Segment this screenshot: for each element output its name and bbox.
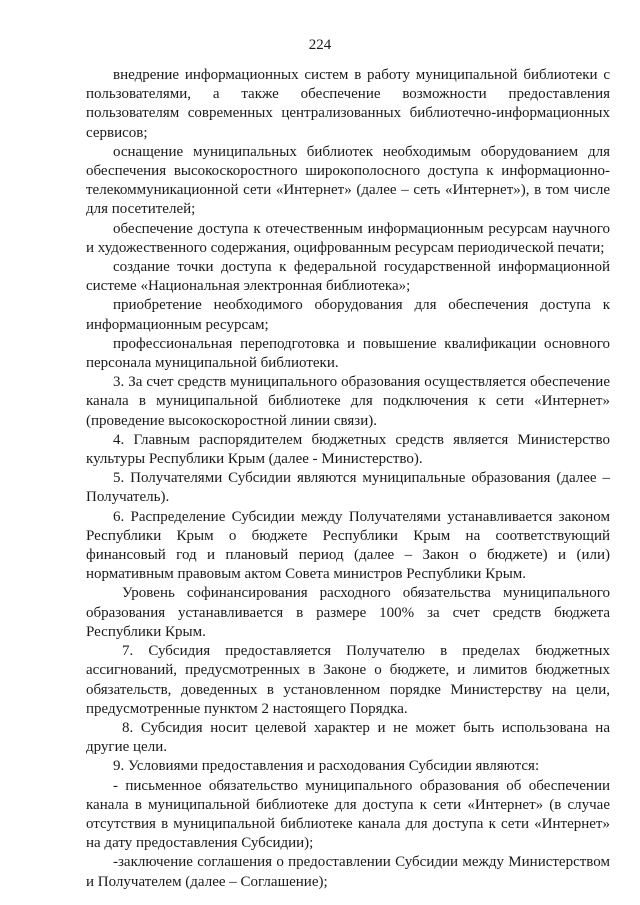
paragraph: 8. Субсидия носит целевой характер и не может быть использована на другие цели. [86, 719, 610, 756]
paragraph: профессиональная переподготовка и повышение квалификации основного персонала муниципальной библиотеки. [86, 335, 610, 372]
paragraph: приобретение необходимого оборудования для обеспечения доступа к информационным ресурсам; [86, 297, 610, 333]
paragraph: 4. Главным распорядителем бюджетных средств является Министерство культуры Республики Крым (далее - Министерство). [86, 431, 610, 468]
paragraph: 5. Получателями Субсидии являются муниципальные образования (далее – Получатель). [86, 470, 610, 506]
paragraph: - письменное обязательство муниципального образования об обеспечении канала в муниципальной библиотеке для доступа к сети «Интернет» (в случае отсутствия в муниципальной библиотеке канала для доступа к сети «Интернет» на дату предоставления Субсидии); [86, 777, 610, 852]
paragraph: внедрение информационных систем в работу муниципальной библиотеки с пользователями, а также обеспечение возможности предоставления пользователям современных централизованных библиотечно-информационных сервисов; [86, 67, 610, 141]
paragraph: 3. За счет средств муниципального образования осуществляется обеспечение канала в муниципальной библиотеке для подключения к сети «Интернет» (проведение высокоскоростной линии связи). [86, 374, 610, 429]
paragraph: -заключение соглашения о предоставлении Субсидии между Министерством и Получателем (далее – Соглашение); [86, 854, 610, 890]
paragraph: обеспечение доступа к отечественным информационным ресурсам научного и художественного содержания, оцифрованным ресурсам периодической печати; [86, 220, 610, 256]
paragraph: 9. Условиями предоставления и расходования Субсидии являются: [113, 758, 540, 775]
paragraph: оснащение муниципальных библиотек необходимым оборудованием для обеспечения высокоскоростного широкополосного доступа к информационно-телекоммуникационной сети «Интернет» (далее – сеть «Интернет»), в том числе для посетителей; [86, 143, 610, 218]
page-number: 224 [308, 37, 332, 53]
document-body [86, 66, 610, 892]
paragraph: 6. Распределение Субсидии между Получателями устанавливается законом Республики Крым о бюджете Республики Крым на соответствующий финансовый год и плановый период (далее – Закон о бюджете) и (или) нормативным правовым актом Совета министров Республики Крым. [86, 508, 610, 583]
paragraph: 7. Субсидия предоставляется Получателю в пределах бюджетных ассигнований, предусмотренных в Законе о бюджете, и лимитов бюджетных обязательств, доведенных в установленном порядке Министерству на цели, предусмотренные пунктом 2 настоящего Порядка. [86, 643, 610, 717]
paragraph: Уровень софинансирования расходного обязательства муниципального образования устанавливается в размере 100% за счет средств бюджета Республики Крым. [86, 585, 610, 640]
paragraph: создание точки доступа к федеральной государственной информационной системе «Национальная электронная библиотека»; [86, 259, 610, 295]
